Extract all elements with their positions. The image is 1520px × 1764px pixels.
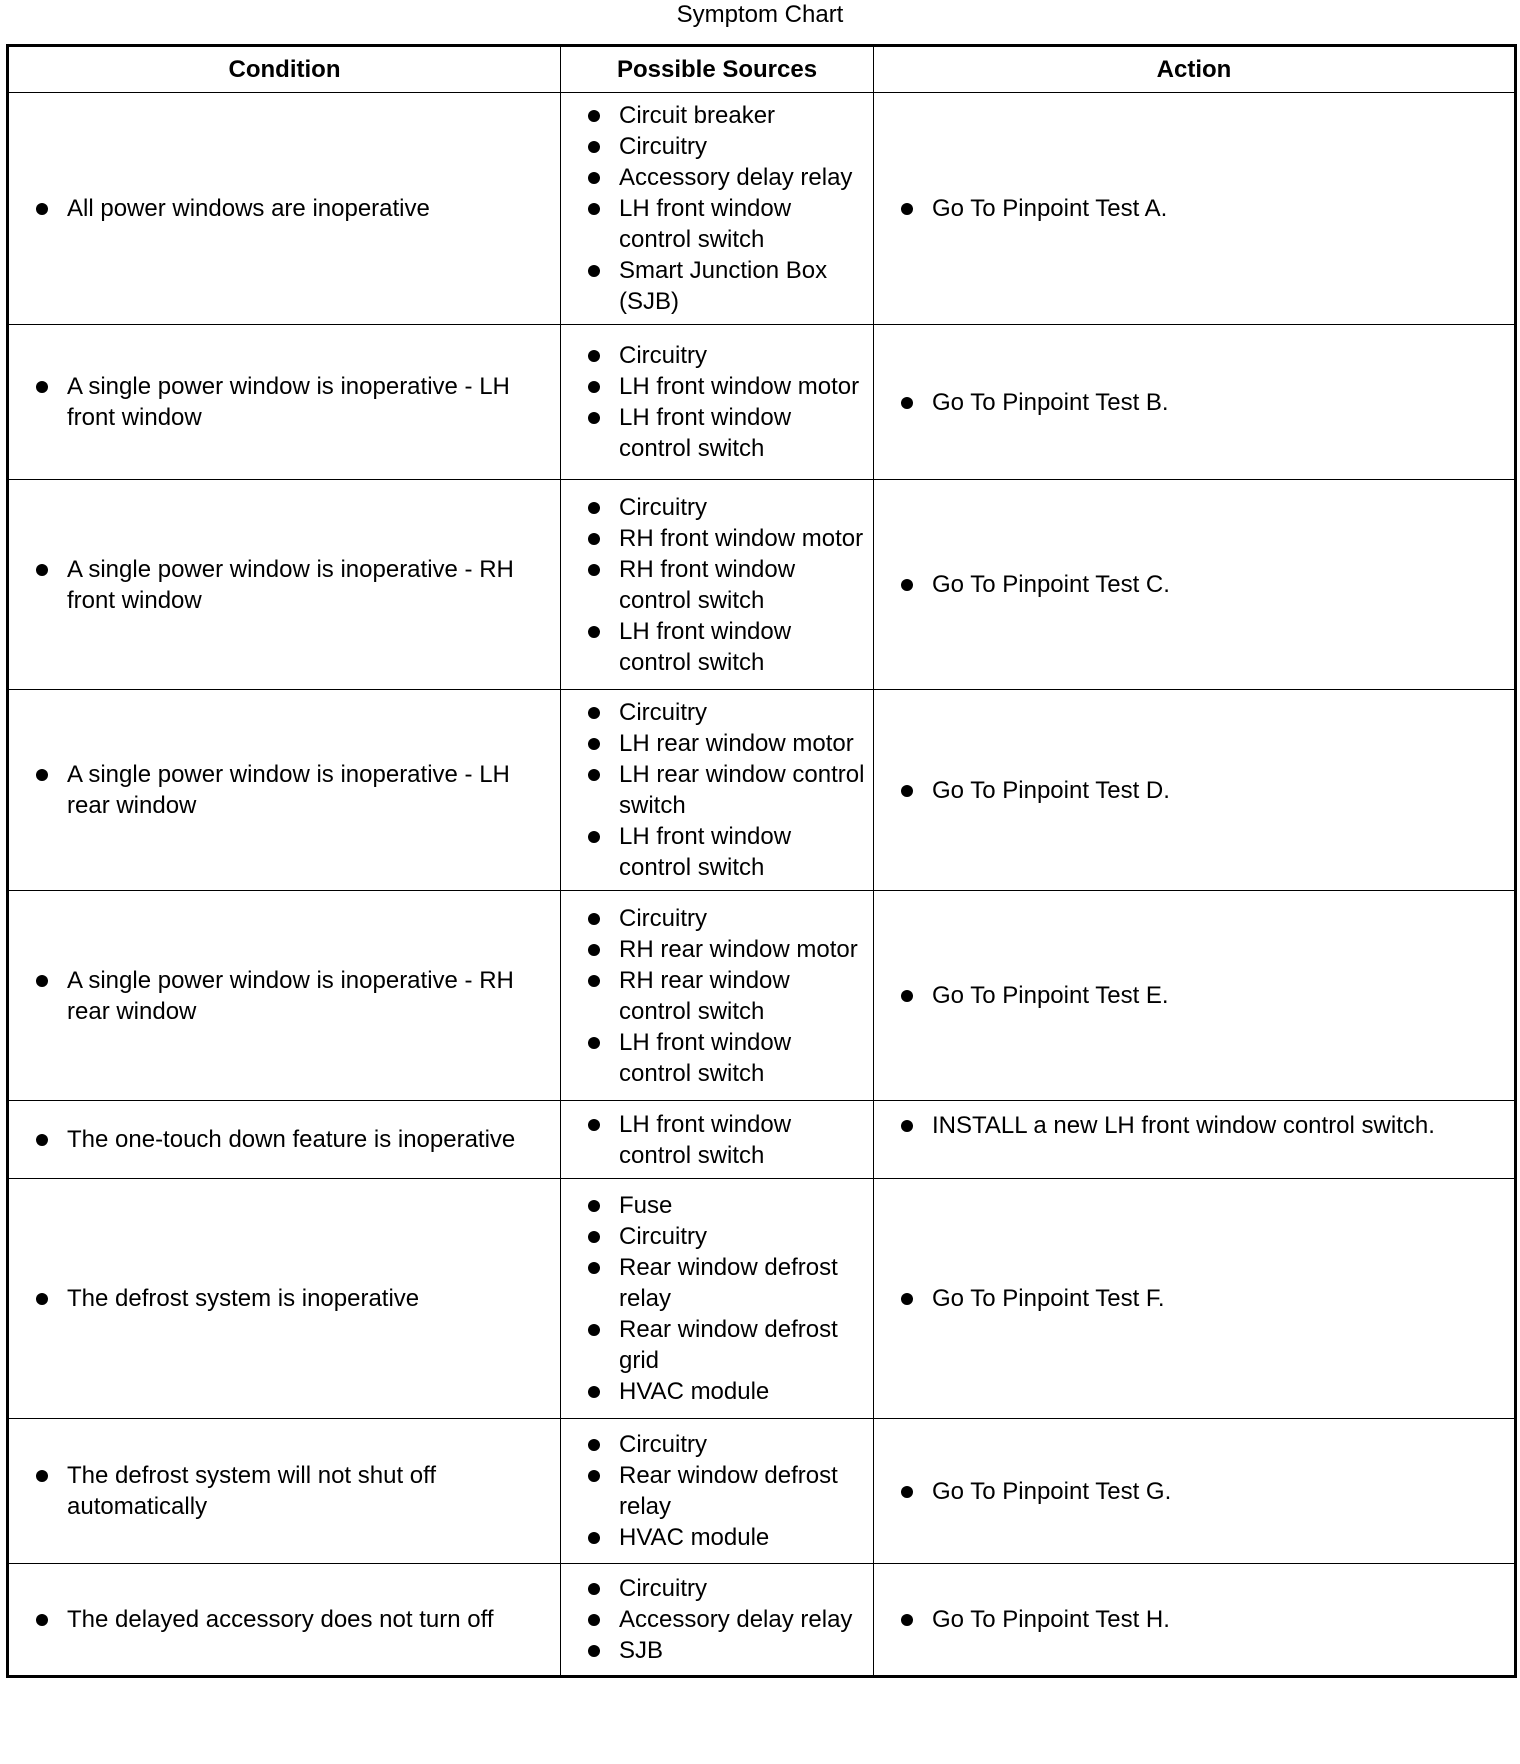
action-text: Go To Pinpoint Test B. — [932, 387, 1494, 418]
sources-cell — [561, 325, 874, 480]
action-text: Go To Pinpoint Test F. — [932, 1283, 1494, 1314]
source-item: Circuitry — [619, 1429, 867, 1460]
source-item: Circuitry — [619, 903, 867, 934]
condition-cell — [8, 93, 561, 325]
condition-text: All power windows are inoperative — [67, 193, 540, 224]
table-row — [8, 1564, 1516, 1677]
source-item: LH front window control switch — [619, 402, 867, 464]
action-text: Go To Pinpoint Test H. — [932, 1604, 1494, 1635]
action-text: Go To Pinpoint Test G. — [932, 1476, 1494, 1507]
table-row — [8, 1101, 1516, 1179]
condition-text: The delayed accessory does not turn off — [67, 1604, 540, 1635]
sources-cell — [561, 480, 874, 690]
source-item: RH front window motor — [619, 523, 867, 554]
table-row — [8, 480, 1516, 690]
source-item: Rear window defrost relay — [619, 1252, 867, 1314]
condition-cell — [8, 1179, 561, 1419]
source-item: LH front window control switch — [619, 193, 867, 255]
symptom-chart-table — [6, 44, 1517, 1678]
source-item: LH front window control switch — [619, 616, 867, 678]
condition-cell — [8, 325, 561, 480]
table-row — [8, 1419, 1516, 1564]
condition-cell — [8, 891, 561, 1101]
possible-sources-header: Possible Sources — [561, 46, 874, 93]
condition-header: Condition — [8, 46, 561, 93]
source-item: LH front window control switch — [619, 1109, 867, 1171]
source-item: Accessory delay relay — [619, 1604, 867, 1635]
source-item: RH rear window control switch — [619, 965, 867, 1027]
action-text: Go To Pinpoint Test E. — [932, 980, 1494, 1011]
source-item: Rear window defrost relay — [619, 1460, 867, 1522]
table-row — [8, 93, 1516, 325]
sources-cell — [561, 1564, 874, 1677]
condition-text: The one-touch down feature is inoperative — [67, 1124, 540, 1155]
condition-cell — [8, 1419, 561, 1564]
action-text: Go To Pinpoint Test D. — [932, 775, 1494, 806]
action-header: Action — [874, 46, 1516, 93]
table-row — [8, 1179, 1516, 1419]
source-item: Smart Junction Box (SJB) — [619, 255, 867, 317]
action-text: Go To Pinpoint Test A. — [932, 193, 1494, 224]
sources-cell — [561, 1179, 874, 1419]
action-text: INSTALL a new LH front window control switch. — [932, 1110, 1494, 1141]
sources-cell — [561, 93, 874, 325]
source-item: LH front window control switch — [619, 1027, 867, 1089]
sources-cell — [561, 891, 874, 1101]
action-cell — [874, 1179, 1516, 1419]
source-item: RH front window control switch — [619, 554, 867, 616]
action-cell — [874, 1564, 1516, 1677]
chart-caption: Symptom Chart — [676, 1, 844, 28]
action-cell — [874, 93, 1516, 325]
sources-cell — [561, 1101, 874, 1179]
source-item: Circuitry — [619, 697, 867, 728]
sources-cell — [561, 1419, 874, 1564]
source-item: LH rear window control switch — [619, 759, 867, 821]
table-row — [8, 690, 1516, 891]
table-row — [8, 325, 1516, 480]
source-item: LH front window control switch — [619, 821, 867, 883]
source-item: HVAC module — [619, 1376, 867, 1407]
condition-text: A single power window is inoperative - RH front window — [67, 554, 540, 616]
table-row — [8, 891, 1516, 1101]
source-item: Circuitry — [619, 340, 867, 371]
source-item: Accessory delay relay — [619, 162, 867, 193]
action-text: Go To Pinpoint Test C. — [932, 569, 1494, 600]
source-item: SJB — [619, 1635, 867, 1666]
source-item: Rear window defrost grid — [619, 1314, 867, 1376]
header-row — [8, 46, 1516, 93]
condition-text: A single power window is inoperative - RH rear window — [67, 965, 540, 1027]
source-item: HVAC module — [619, 1522, 867, 1553]
condition-text: The defrost system is inoperative — [67, 1283, 540, 1314]
source-item: Circuitry — [619, 131, 867, 162]
source-item: Fuse — [619, 1190, 867, 1221]
condition-cell — [8, 480, 561, 690]
condition-text: The defrost system will not shut off automatically — [67, 1460, 540, 1522]
condition-cell — [8, 1101, 561, 1179]
action-cell — [874, 325, 1516, 480]
source-item: LH front window motor — [619, 371, 867, 402]
source-item: Circuit breaker — [619, 100, 867, 131]
condition-cell — [8, 690, 561, 891]
source-item: LH rear window motor — [619, 728, 867, 759]
source-item: Circuitry — [619, 492, 867, 523]
sources-cell — [561, 690, 874, 891]
action-cell — [874, 1419, 1516, 1564]
condition-text: A single power window is inoperative - LH front window — [67, 371, 540, 433]
source-item: Circuitry — [619, 1221, 867, 1252]
action-cell — [874, 480, 1516, 690]
action-cell — [874, 1101, 1516, 1179]
source-item: Circuitry — [619, 1573, 867, 1604]
condition-text: A single power window is inoperative - LH rear window — [67, 759, 540, 821]
condition-cell — [8, 1564, 561, 1677]
source-item: RH rear window motor — [619, 934, 867, 965]
action-cell — [874, 891, 1516, 1101]
action-cell — [874, 690, 1516, 891]
